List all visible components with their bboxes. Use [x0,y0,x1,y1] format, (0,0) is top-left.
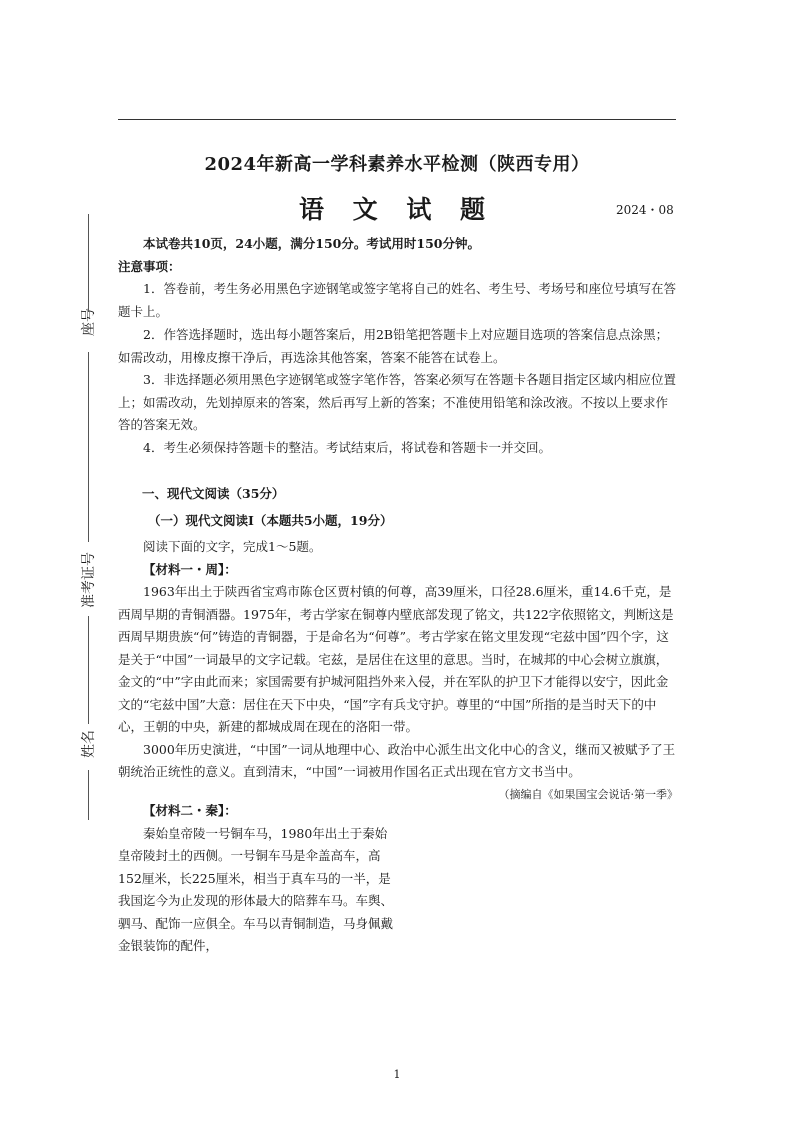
notice-block [118,233,678,459]
subsection-heading: （一）现代文阅读Ⅰ（本题共5小题，19分） [148,512,393,528]
binding-line [88,770,89,820]
material2-paragraph: 秦始皇帝陵一号铜车马，1980年出土于秦始皇帝陵封土的西侧。一号铜车马是伞盖高车，高152厘米，长225厘米，相当于真车马的一半，是我国迄今为止发现的形体最大的陪葬车马。车舆、驷马、配饰一应俱全。车马以青铜制造，马身佩戴金银装饰的配件， [118,825,394,953]
page-number: 1 [393,1068,401,1081]
notice-item: 1．答卷前，考生务必用黑色字迹钢笔或签字笔将自己的姓名、考生号、考场号和座位号填写在答题卡上。 [118,281,676,319]
section-heading: 一、现代文阅读（35分） [142,486,285,501]
material1-title: 【材料一・周】： [143,561,237,577]
notice-item: 4．考生必须保持答题卡的整洁。考试结束后，将试卷和答题卡一并交回。 [143,439,551,455]
name-label: 姓名 [81,730,97,758]
material2-title: 【材料二・秦】： [143,803,237,818]
exam-id-label: 准考证号 [81,552,97,608]
notice-item: 2．作答选择题时，选出每小题答案后，用2B铅笔把答题卡上对应题目选项的答案信息点涂黑；如需改动，用橡皮擦干净后，再选涂其他答案，答案不能答在试卷上。 [118,327,669,365]
material1-paragraph: 1963年出土于陕西省宝鸡市陈仓区贾村镇的何尊，高39厘米，口径28.6厘米，重14.6千克，是西周早期的青铜酒器。1975年，考古学家在铜尊内壁底部发现了铭文，共122字依照铭文，判断这是西周早期贵族“何”铸造的青铜器，于是命名为“何尊”。考古学家在铭文里发现“宅兹中国”四个字，这是关于“中国”一词最早的文字记载。宅兹，是居住在这里的意思。当时，在城邦的中心会树立旗旗，金文的“中”字由此而来；家国需要有护城河阻挡外来入侵，并在军队的护卫下才能得以安宁，因此金文的“宅兹中国”大意：居住在天下中央，“国”字有兵戈守护。尊里的“中国”所指的是当时天下的中心，王朝的中央，新建的都城成周在现在的洛阳一带。 [118,584,674,734]
material1-paragraph: 3000年历史演进，“中国”一词从地理中心、政治中心派生出文化中心的含义，继而又被赋予了王朝统治正统性的意义。直到清末，“中国”一词被用作国名正式出现在官方文书当中。 [118,741,676,779]
seat-label: 座号 [81,308,97,336]
binding-line [88,214,89,312]
exam-date: 2024・08 [616,203,674,217]
subject-title: 语 文 试 题 [298,195,496,224]
reading-instruction: 阅读下面的文字，完成1～5题。 [143,539,322,554]
notice-item: 3．非选择题必须用黑色字迹钢笔或签字笔作答，答案必须写在答题卡各题目指定区域内相应位置上；如需改动，先划掉原来的答案，然后再写上新的答案；不准使用铅笔和涂改液。不按以上要求作答的答案无效。 [118,372,676,432]
material2-block [118,800,393,958]
material1-source: （摘编自《如果国宝会说话·第一季》 [498,787,678,801]
binding-line [88,352,89,542]
binding-line [88,616,89,724]
notice-heading: 注意事项： [118,258,181,274]
header-rule [118,119,676,120]
exam-title: 2024年新高一学科素养水平检测（陕西专用） [204,154,590,175]
section-reading [118,483,678,806]
exam-intro: 本试卷共10页，24小题，满分150分。考试用时150分钟。 [143,236,480,251]
